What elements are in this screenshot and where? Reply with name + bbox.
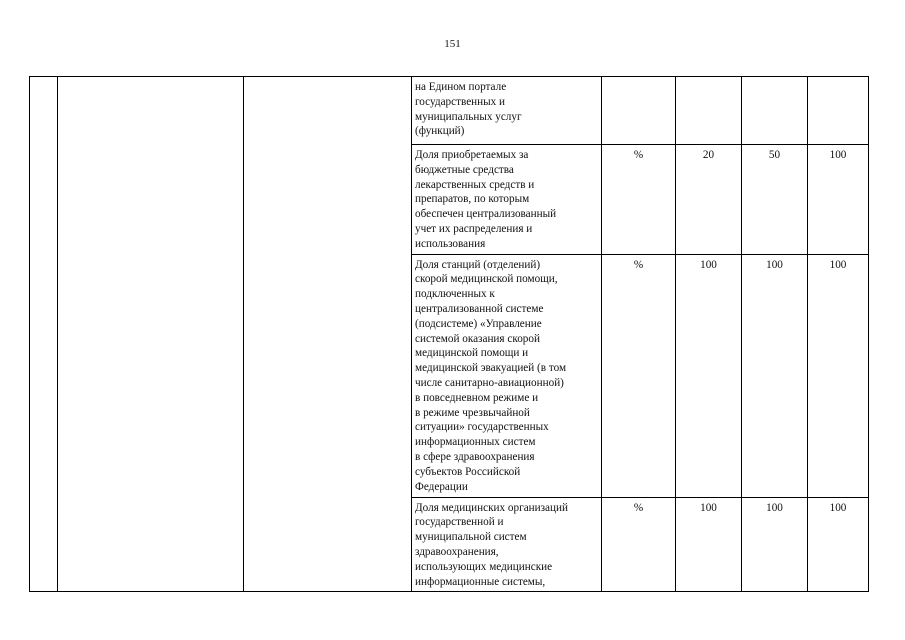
goal-cell bbox=[244, 77, 412, 592]
value-cell bbox=[676, 77, 742, 145]
value-cell bbox=[808, 77, 869, 145]
value-cell: 100 bbox=[742, 497, 808, 592]
unit-cell bbox=[602, 77, 676, 145]
indicator-description: Доля медицинских организаций государственной и муниципальной систем здравоохранения, использующих медицинские информационные системы, bbox=[412, 497, 602, 592]
name-cell bbox=[58, 77, 244, 592]
value-cell: 100 bbox=[676, 497, 742, 592]
value-cell: 100 bbox=[808, 145, 869, 255]
indicator-description: Доля приобретаемых за бюджетные средства лекарственных средств и препаратов, по которым обеспечен централизованный учет их распределения и использования bbox=[412, 145, 602, 255]
value-cell: 100 bbox=[808, 497, 869, 592]
value-cell: 100 bbox=[676, 254, 742, 497]
indicator-description: Доля станций (отделений) скорой медицинской помощи, подключенных к централизованной системе (подсистеме) «Управление системой оказания скорой медицинской помощи и медицинской эвакуацией (в том числе санитарно-авиационной) в повседневном режиме и в режиме чрезвычайной ситуации» государственных информационных систем в сфере здравоохранения субъектов Российской Федерации bbox=[412, 254, 602, 497]
value-cell: 100 bbox=[742, 254, 808, 497]
unit-cell: % bbox=[602, 254, 676, 497]
value-cell: 20 bbox=[676, 145, 742, 255]
value-cell bbox=[742, 77, 808, 145]
unit-cell: % bbox=[602, 145, 676, 255]
value-cell: 100 bbox=[808, 254, 869, 497]
index-cell bbox=[30, 77, 58, 592]
page-number: 151 bbox=[444, 38, 461, 50]
indicator-description: на Едином портале государственных и муниципальных услуг (функций) bbox=[412, 77, 602, 145]
unit-cell: % bbox=[602, 497, 676, 592]
indicator-table bbox=[29, 76, 869, 592]
table-row bbox=[30, 77, 869, 145]
value-cell: 50 bbox=[742, 145, 808, 255]
